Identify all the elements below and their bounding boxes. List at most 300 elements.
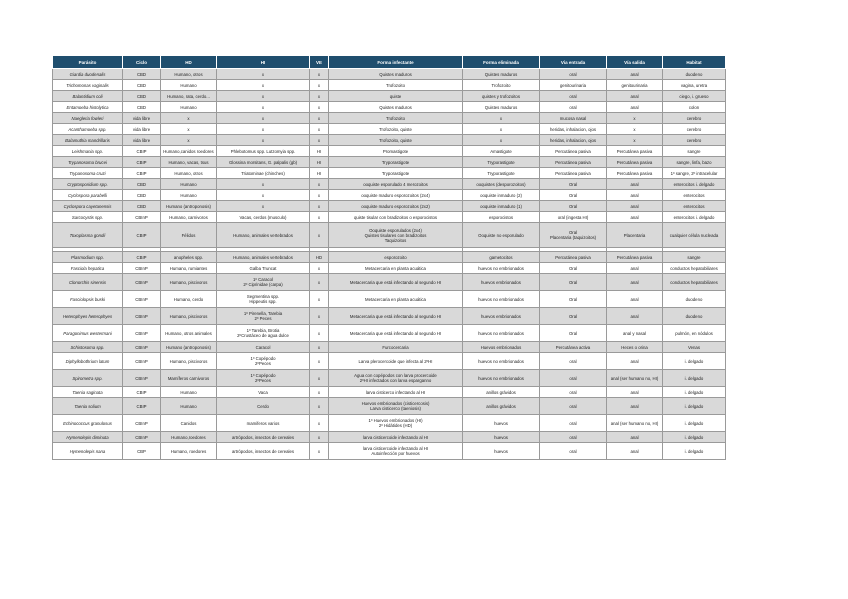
cell-habitat: i. delgado [663,387,726,398]
cell-hi: 1º Copépodo 2ºPeces [217,370,310,387]
cell-habitat: colon [663,102,726,113]
cell-via-entrada: Oral [540,263,607,274]
cell-forma-infectante: Furcocercaria [329,342,463,353]
cell-forma-eliminada: ooquistes (desporozoitos) [463,179,540,190]
cell-forma-eliminada: Huevos embrionados [463,342,540,353]
table-row [53,201,726,212]
cell-via-salida: anal [607,274,663,291]
cell-hd: Humano, otros animales [161,325,217,342]
cell-via-entrada: Oral [540,201,607,212]
cell-parasito: Trypanosoma cruzi [53,168,123,179]
cell-ve: x [310,179,329,190]
table-row [53,190,726,201]
cell-ve: x [310,387,329,398]
cell-ciclo: CBInP [123,274,161,291]
cell-parasito: Balamuthia mandrillaris [53,135,123,146]
cell-via-salida: Percutánea pasiva [607,252,663,263]
cell-ciclo: CBD [123,102,161,113]
cell-hd: Humano, piscivoros [161,308,217,325]
cell-forma-eliminada: Trofozoito [463,80,540,91]
cell-forma-eliminada: x [463,135,540,146]
table-row [53,415,726,432]
cell-habitat: i. delgado [663,370,726,387]
cell-ciclo: CBD [123,69,161,80]
cell-ciclo: CBInP [123,263,161,274]
cell-via-salida: anal [607,91,663,102]
cell-forma-eliminada: huevos embrionados [463,308,540,325]
cell-parasito: Acanthamoeba spp. [53,124,123,135]
table-row [53,69,726,80]
cell-via-entrada: heridas, inhalacion, ojos [540,135,607,146]
cell-via-salida: anal [607,102,663,113]
cell-hd: Canidos [161,415,217,432]
cell-habitat: cerebro [663,124,726,135]
cell-ciclo: CBP [123,443,161,460]
cell-hd: Humano, rumiantes [161,263,217,274]
cell-via-salida: anal y nasal [607,325,663,342]
cell-hd: Humano, otros [161,69,217,80]
table-row [53,398,726,415]
cell-ciclo: CBInP [123,353,161,370]
cell-via-entrada: genitourinaria [540,80,607,91]
cell-forma-infectante: Agua con copépodos con larva procercoide 2ºHI infectados con larva esparganno [329,370,463,387]
cell-parasito: Fasciolopsis buski [53,291,123,308]
parasite-table [52,55,726,460]
cell-forma-infectante: ooquiste maduro esporozoitos (2x4) [329,190,463,201]
cell-via-entrada: Percutánea pasiva [540,252,607,263]
cell-forma-infectante: Ooquiste esporulados (2x4) Quistes tisulares con bradizoitos Taquizoitos [329,223,463,248]
table-row [53,342,726,353]
cell-hi: x [217,91,310,102]
cell-ve: x [310,432,329,443]
cell-forma-eliminada: huevos embrionados [463,274,540,291]
cell-hd: Humano, piscivoros [161,353,217,370]
cell-forma-infectante: Metacercaria en planta acuática [329,263,463,274]
header-habitat: Habitat [663,56,726,69]
cell-forma-eliminada: x [463,113,540,124]
cell-hd: Humano (antroponosis) [161,201,217,212]
cell-via-salida: Placentaria [607,223,663,248]
cell-ve: x [310,124,329,135]
cell-hd: x [161,135,217,146]
cell-forma-infectante: larva cisticercoide infectando al HI [329,432,463,443]
cell-via-salida: anal (ser humano no, HI) [607,415,663,432]
cell-ciclo: CBInP [123,415,161,432]
cell-forma-eliminada: huevos no embrionados [463,291,540,308]
cell-ve: x [310,113,329,124]
cell-via-salida: anal [607,201,663,212]
cell-ve: x [310,291,329,308]
cell-parasito: Cyclospora parabelli [53,190,123,201]
cell-ve: x [310,223,329,248]
cell-hd: Mamíferos carnivoros [161,370,217,387]
cell-hi: x [217,69,310,80]
cell-habitat: pulmón, en nódulos [663,325,726,342]
cell-via-entrada: Oral [540,190,607,201]
cell-parasito: Paragonimus westermani [53,325,123,342]
cell-via-entrada: oral [540,69,607,80]
cell-forma-infectante: Trofozoito [329,80,463,91]
cell-parasito: Trichomonas vaginalis [53,80,123,91]
cell-via-entrada: Oral [540,325,607,342]
cell-forma-infectante: Trofozoito, quiste [329,124,463,135]
cell-ciclo: vida libre [123,124,161,135]
cell-ve: x [310,102,329,113]
cell-via-salida: anal [607,308,663,325]
cell-parasito: Trypanosoma brucei [53,157,123,168]
header-ve: VE [310,56,329,69]
cell-hi: Cerdo [217,398,310,415]
cell-via-salida: Percutánea pasiva [607,168,663,179]
cell-habitat: cerebro [663,113,726,124]
table-row [53,325,726,342]
cell-habitat: ciego, i. grueso [663,91,726,102]
cell-forma-eliminada: x [463,124,540,135]
cell-parasito: Spirometra spp. [53,370,123,387]
cell-forma-infectante: Trofozoito, quiste [329,135,463,146]
cell-hi: artrópodos, insectos de cereales [217,443,310,460]
table-row [53,223,726,248]
table-row [53,443,726,460]
cell-ve: x [310,353,329,370]
cell-ciclo: CBInP [123,325,161,342]
header-forma-infectante: Forma infectante [329,56,463,69]
table-row [53,274,726,291]
cell-forma-infectante: Metacercaria que está infectando al segundo HI [329,274,463,291]
cell-forma-infectante: larva cisticerco infectando al HI [329,387,463,398]
table-row [53,308,726,325]
cell-ciclo: CBD [123,179,161,190]
cell-habitat: i. delgado [663,415,726,432]
cell-hi: Vacas, cerdos (musculo) [217,212,310,223]
cell-hd: Humano [161,387,217,398]
table-row [53,124,726,135]
table-row [53,91,726,102]
cell-hi: x [217,113,310,124]
table-row [53,432,726,443]
table-row [53,263,726,274]
cell-forma-eliminada: Amastigote [463,146,540,157]
cell-via-entrada: oral [540,443,607,460]
cell-hi: x [217,124,310,135]
cell-forma-eliminada: Quistes maduros [463,69,540,80]
cell-via-entrada: oral [540,353,607,370]
cell-forma-infectante: Tryporastigote [329,157,463,168]
table-row [53,146,726,157]
cell-parasito: Fasciola hepatica [53,263,123,274]
parasite-table-sheet [52,55,725,460]
cell-forma-eliminada: ooquiste inmaduro (1) [463,201,540,212]
header-ciclo: Ciclo [123,56,161,69]
cell-via-entrada: Oral [540,308,607,325]
table-row [53,370,726,387]
cell-forma-infectante: ooquiste esporulado 4 merozoitos [329,179,463,190]
cell-via-salida: x [607,124,663,135]
cell-via-salida: anal [607,190,663,201]
cell-ciclo: CBIP [123,252,161,263]
cell-hi: 1º Copépodo 2ºPeces [217,353,310,370]
header-forma-eliminada: Forma eliminada [463,56,540,69]
table-row [53,135,726,146]
cell-ve: HI [310,168,329,179]
cell-forma-infectante: Quistes maduros [329,102,463,113]
cell-ciclo: CBD [123,80,161,91]
cell-ve: x [310,201,329,212]
cell-hi: mamiferos varios [217,415,310,432]
table-row [53,80,726,91]
cell-forma-infectante: Larva plerocercoide que infecta al 2ºHI [329,353,463,370]
cell-via-entrada: oral [540,102,607,113]
cell-ciclo: CBInP [123,291,161,308]
cell-via-salida: anal [607,432,663,443]
cell-hi: 1º Tarebia, Brotia 2ºCrustáceo de agua dulce [217,325,310,342]
cell-ciclo: CBIP [123,223,161,248]
cell-via-entrada: Percutánea pasiva [540,146,607,157]
cell-habitat: enterocitos [663,201,726,212]
cell-hd: Humano, cerdo [161,291,217,308]
cell-via-entrada: heridas, inhalacion, ojos [540,124,607,135]
cell-parasito: Entamoeba histolytica [53,102,123,113]
cell-habitat: cualquier célula nucleada [663,223,726,248]
cell-forma-infectante: quiste tisular con bradizoitos o esporocistos [329,212,463,223]
cell-via-entrada: oral [540,387,607,398]
cell-hd: Humano,canidos roedores [161,146,217,157]
cell-forma-infectante: Trofozoito [329,113,463,124]
cell-parasito: Balantidium coli [53,91,123,102]
cell-ciclo: CBIP [123,157,161,168]
cell-via-entrada: Oral [540,274,607,291]
cell-hd: Humano [161,80,217,91]
cell-ciclo: CBIP [123,387,161,398]
cell-forma-infectante: Metacercaria en planta acuática [329,291,463,308]
cell-hd: x [161,124,217,135]
table-row [53,168,726,179]
table-row [53,179,726,190]
cell-forma-eliminada: ooquiste inmaduro (2) [463,190,540,201]
cell-via-salida: anal [607,263,663,274]
cell-hd: Humano, roedores [161,443,217,460]
cell-ciclo: CBInP [123,308,161,325]
cell-habitat: conductos hepatobiliares [663,274,726,291]
cell-ciclo: vida libre [123,135,161,146]
table-row [53,252,726,263]
cell-parasito: Hymenolepis nana [53,443,123,460]
cell-hi: x [217,201,310,212]
cell-hi: Humano, animales vertebrados [217,252,310,263]
cell-forma-eliminada: huevos no embrionados [463,325,540,342]
cell-forma-infectante: 1º Huevos embrionados (HI) 2º Hidátides (HD) [329,415,463,432]
cell-via-salida: Heces o orina [607,342,663,353]
cell-ve: x [310,274,329,291]
cell-parasito: Plasmodium spp. [53,252,123,263]
cell-parasito: Sarcocystis spp. [53,212,123,223]
cell-forma-infectante: Promastigote [329,146,463,157]
cell-hd: x [161,113,217,124]
cell-forma-infectante: Tryporastigote [329,168,463,179]
cell-via-entrada: Percutánea activa [540,342,607,353]
cell-hi: 1º Caracol 2º Ciprinidae (carpa) [217,274,310,291]
cell-ve: x [310,190,329,201]
cell-hd: Humano (antroponosis) [161,342,217,353]
cell-ve: x [310,415,329,432]
cell-hi: x [217,102,310,113]
cell-forma-infectante: quiste [329,91,463,102]
cell-habitat: duodeno [663,308,726,325]
cell-ve: x [310,212,329,223]
table-row [53,212,726,223]
cell-parasito: Heterophyes heterophyes [53,308,123,325]
cell-via-salida: x [607,135,663,146]
cell-ciclo: CBInP [123,370,161,387]
cell-ciclo: CBInP [123,212,161,223]
cell-via-entrada: Oral [540,291,607,308]
cell-via-salida: anal [607,387,663,398]
cell-parasito: Schistosoma spp. [53,342,123,353]
cell-hd: Humano, vacas, tsus [161,157,217,168]
cell-forma-infectante: esporozoito [329,252,463,263]
cell-via-salida: Percutánea pasiva [607,146,663,157]
cell-ciclo: CBInP [123,432,161,443]
cell-habitat: i. delgado [663,398,726,415]
cell-parasito: Clonorchis sinensis [53,274,123,291]
cell-parasito: Giardia duodenalis [53,69,123,80]
cell-hi: 1º Pirenella, Tarebia 2º Peces [217,308,310,325]
cell-forma-infectante: Metacercaria que está infectando al segundo HI [329,325,463,342]
cell-ve: x [310,325,329,342]
cell-habitat: vagina, uretra [663,80,726,91]
cell-via-salida: Percutánea pasiva [607,157,663,168]
cell-habitat: enterocitos i. delgado [663,179,726,190]
cell-hi: x [217,190,310,201]
cell-hd: anopheles spp. [161,252,217,263]
cell-forma-infectante: Metacercaria que está infectando al segundo HI [329,308,463,325]
cell-forma-eliminada: Ooquiste no esporulado [463,223,540,248]
cell-habitat: duodeno [663,69,726,80]
cell-forma-infectante: ooquiste maduro esporozoitos (2x2) [329,201,463,212]
cell-parasito: Echinococcus granulosus [53,415,123,432]
cell-hi: Glossina morsitans, G. palpalis (gb) [217,157,310,168]
cell-ve: x [310,342,329,353]
header-via-entrada: Via entrada [540,56,607,69]
cell-via-entrada: oral [540,415,607,432]
cell-forma-infectante: Huevos embrionados (cisticercosis) Larva cisticerco (taeniosis) [329,398,463,415]
cell-habitat: sangre [663,146,726,157]
cell-hd: Humano, carnivoros [161,212,217,223]
table-row [53,113,726,124]
cell-forma-infectante: larva cisticercoide infectando al HI Autoinfección por huevos [329,443,463,460]
cell-habitat: enterocitos i. delgado [663,212,726,223]
cell-hi: x [217,135,310,146]
cell-ciclo: CBInP [123,342,161,353]
cell-via-entrada: oral [540,91,607,102]
header-hd: HD [161,56,217,69]
cell-hd: Humano, rata, cerdo... [161,91,217,102]
cell-forma-eliminada: huevos no embrionados [463,263,540,274]
cell-hi: Caracol [217,342,310,353]
cell-via-entrada: Oral [540,179,607,190]
cell-hd: Humano [161,102,217,113]
cell-hi: Triatominae (chinches) [217,168,310,179]
cell-parasito: Leishmania spp. [53,146,123,157]
cell-hi: Segmentina spp. Hippeutis spp. [217,291,310,308]
cell-via-entrada: Oral Placentaria (taquizoitos) [540,223,607,248]
cell-via-salida: anal [607,212,663,223]
cell-ve: x [310,69,329,80]
cell-habitat: Venas [663,342,726,353]
cell-via-entrada: oral [540,370,607,387]
table-row [53,387,726,398]
cell-forma-eliminada: Quistes maduros [463,102,540,113]
cell-ciclo: vida libre [123,113,161,124]
cell-hd: Humano [161,398,217,415]
cell-parasito: Cryptosporidium spp. [53,179,123,190]
cell-forma-eliminada: anillos grávidos [463,387,540,398]
cell-parasito: Toxoplasma gondii [53,223,123,248]
cell-via-entrada: mucosa nasal [540,113,607,124]
cell-parasito: Diphyllobothrium latum [53,353,123,370]
cell-ciclo: CBD [123,190,161,201]
cell-ve: x [310,398,329,415]
cell-forma-eliminada: huevos no embrionados [463,353,540,370]
cell-via-entrada: oral [540,432,607,443]
cell-habitat: i. delgado [663,353,726,370]
cell-ve: x [310,80,329,91]
cell-ciclo: CBIP [123,168,161,179]
cell-forma-eliminada: huevos [463,415,540,432]
cell-hd: Humano,roedores [161,432,217,443]
cell-forma-eliminada: Tryporastigote [463,168,540,179]
cell-habitat: enterocitos [663,190,726,201]
cell-via-entrada: oral (ingesta HI) [540,212,607,223]
cell-hd: Humano, otros [161,168,217,179]
cell-ve: x [310,443,329,460]
cell-via-salida: anal (ser humano no, HI) [607,370,663,387]
cell-via-salida: anal [607,69,663,80]
cell-habitat: conductos hepatobiliares [663,263,726,274]
cell-hi: Humano, animales vertebrados [217,223,310,248]
cell-habitat: 1º sangre, 2º intracelular [663,168,726,179]
cell-via-salida: anal [607,443,663,460]
cell-parasito: Taenia solium [53,398,123,415]
cell-via-salida: anal [607,179,663,190]
cell-hi: Galba Truncat [217,263,310,274]
cell-ve: HI [310,157,329,168]
cell-parasito: Taenia saginata [53,387,123,398]
table-row [53,353,726,370]
cell-ve: x [310,135,329,146]
cell-hi: Phlebotomus spp. Lutzomyia spp. [217,146,310,157]
cell-hd: Humano, piscivoros [161,274,217,291]
cell-forma-eliminada: Tryporastigote [463,157,540,168]
cell-forma-eliminada: esporocistos [463,212,540,223]
cell-ve: x [310,308,329,325]
cell-forma-eliminada: gametocitos [463,252,540,263]
cell-ciclo: CBIP [123,398,161,415]
cell-forma-eliminada: huevos no embrionados [463,370,540,387]
cell-forma-eliminada: huevos [463,432,540,443]
cell-via-entrada: Percutánea pasiva [540,168,607,179]
header-row [53,56,726,69]
cell-forma-infectante: Quistes maduros [329,69,463,80]
cell-forma-eliminada: huevos [463,443,540,460]
cell-ciclo: CBIP [123,146,161,157]
cell-habitat: i. delgado [663,432,726,443]
table-row [53,102,726,113]
cell-hi: artrópodos, insectos de cereales [217,432,310,443]
cell-parasito: Hymenolepis diminuta [53,432,123,443]
cell-habitat: i. delgado [663,443,726,460]
cell-hi: Vaca [217,387,310,398]
